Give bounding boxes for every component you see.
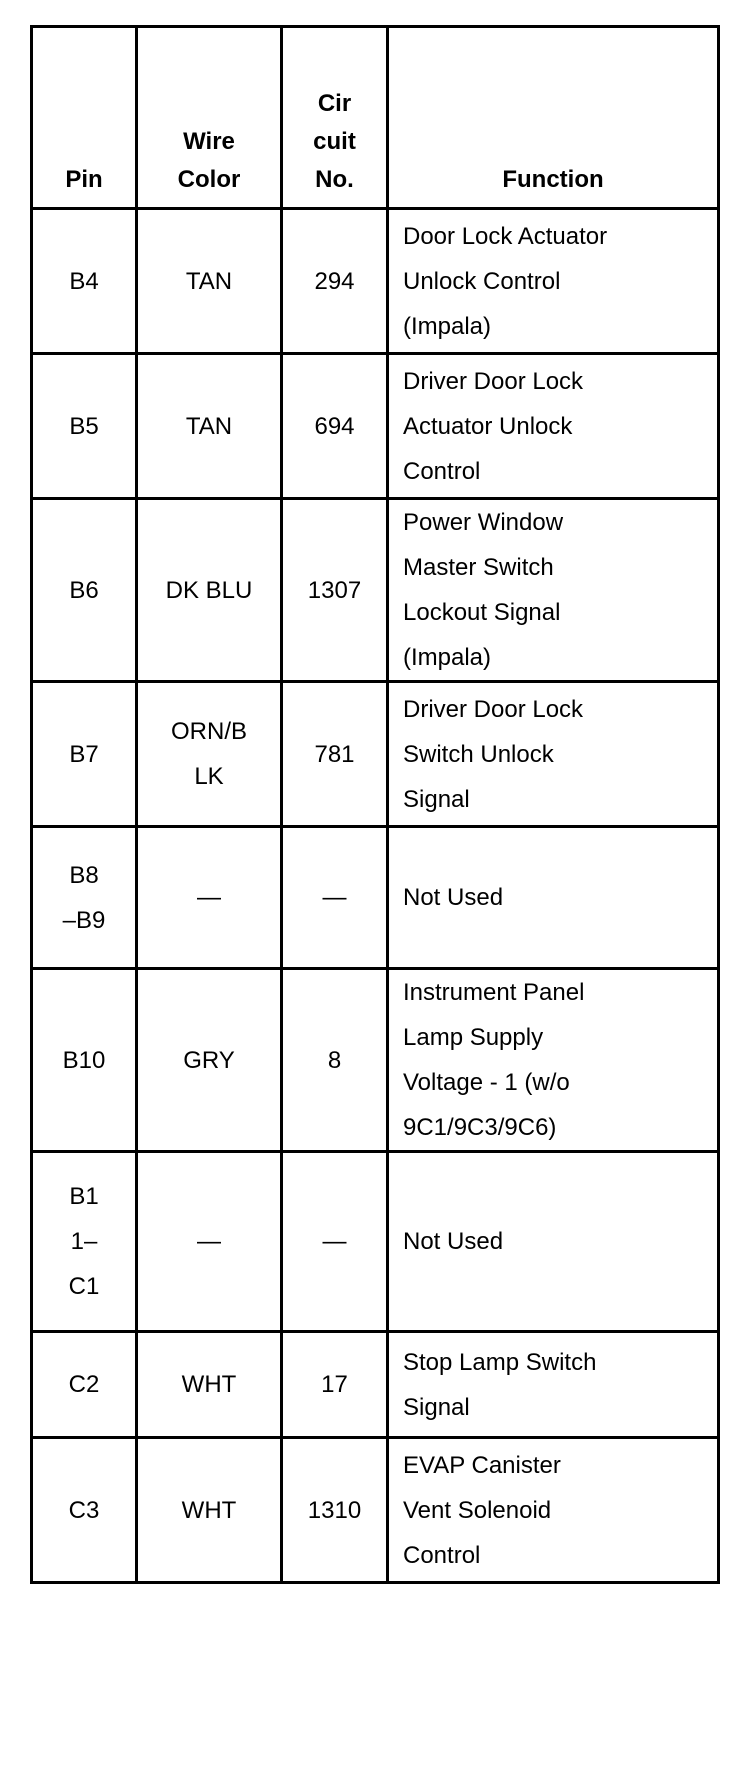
wire-color-cell: GRY [137, 969, 282, 1152]
table-row [32, 1332, 719, 1438]
table-row [32, 1438, 719, 1583]
function-cell: Not Used [388, 1152, 719, 1332]
function-cell: Driver Door Lock Switch Unlock Signal [388, 682, 719, 827]
table-row [32, 682, 719, 827]
function-cell: Stop Lamp Switch Signal [388, 1332, 719, 1438]
pin-cell: B4 [32, 209, 137, 354]
wire-color-cell: — [137, 1152, 282, 1332]
pin-cell: B6 [32, 499, 137, 682]
pin-cell: C2 [32, 1332, 137, 1438]
pin-cell: B10 [32, 969, 137, 1152]
function-cell: Instrument Panel Lamp Supply Voltage - 1 (w/o 9C1/9C3/9C6) [388, 969, 719, 1152]
wire-color-header: Wire Color [137, 27, 282, 209]
circuit-number-cell: 294 [282, 209, 388, 354]
function-cell: Door Lock Actuator Unlock Control (Impala) [388, 209, 719, 354]
pin-cell: B1 1– C1 [32, 1152, 137, 1332]
circuit-number-header: Cir cuit No. [282, 27, 388, 209]
wire-color-cell: WHT [137, 1332, 282, 1438]
circuit-number-cell: 1307 [282, 499, 388, 682]
function-cell: Driver Door Lock Actuator Unlock Control [388, 354, 719, 499]
pin-cell: C3 [32, 1438, 137, 1583]
pin-cell: B7 [32, 682, 137, 827]
table-row [32, 1152, 719, 1332]
table-row [32, 969, 719, 1152]
wire-color-cell: ORN/B LK [137, 682, 282, 827]
table-row [32, 209, 719, 354]
function-cell: Not Used [388, 827, 719, 969]
pin-cell: B8 –B9 [32, 827, 137, 969]
table-row [32, 499, 719, 682]
circuit-number-cell: 17 [282, 1332, 388, 1438]
wire-color-cell: WHT [137, 1438, 282, 1583]
wire-color-cell: TAN [137, 209, 282, 354]
circuit-number-cell: 781 [282, 682, 388, 827]
table-row [32, 827, 719, 969]
wire-color-cell: TAN [137, 354, 282, 499]
circuit-number-cell: 1310 [282, 1438, 388, 1583]
function-cell: EVAP Canister Vent Solenoid Control [388, 1438, 719, 1583]
pin-cell: B5 [32, 354, 137, 499]
table-header-row [32, 27, 719, 209]
pinout-table [30, 25, 720, 1584]
circuit-number-cell: — [282, 1152, 388, 1332]
function-header: Function [388, 27, 719, 209]
pin-header: Pin [32, 27, 137, 209]
table-row [32, 354, 719, 499]
wire-color-cell: — [137, 827, 282, 969]
wire-color-cell: DK BLU [137, 499, 282, 682]
function-cell: Power Window Master Switch Lockout Signal (Impala) [388, 499, 719, 682]
circuit-number-cell: 8 [282, 969, 388, 1152]
circuit-number-cell: 694 [282, 354, 388, 499]
circuit-number-cell: — [282, 827, 388, 969]
